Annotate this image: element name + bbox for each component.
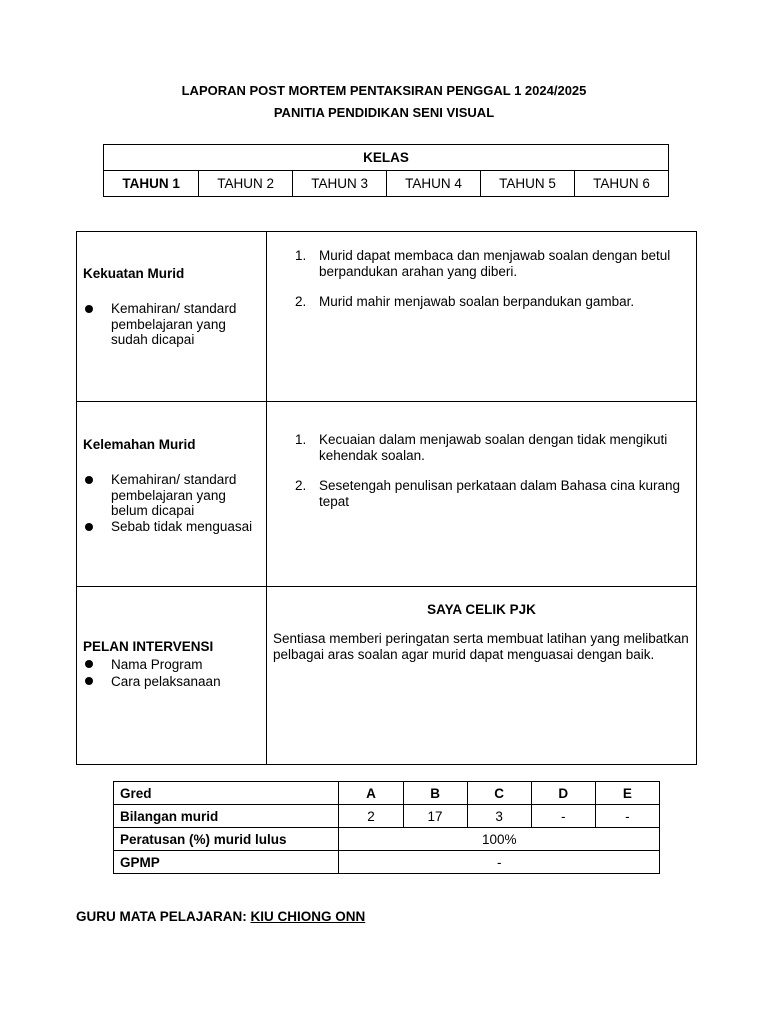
year-cell-6: TAHUN 6 bbox=[574, 171, 668, 197]
pelan-label: PELAN INTERVENSI bbox=[83, 639, 214, 654]
list-item-text: Sesetengah penulisan perkataan dalam Bahasa cina kurang tepat bbox=[319, 478, 681, 509]
grade-b: B bbox=[403, 782, 467, 805]
teacher-line bbox=[76, 909, 365, 924]
teacher-name: KIU CHIONG ONN bbox=[250, 909, 366, 924]
list-item-text: Kecuaian dalam menjawab soalan dengan tidak mengikuti kehendak soalan. bbox=[319, 432, 668, 463]
count-row bbox=[114, 805, 660, 828]
year-cell-1: TAHUN 1 bbox=[104, 171, 199, 197]
kekuatan-label-cell bbox=[77, 232, 267, 402]
year-cell-3: TAHUN 3 bbox=[293, 171, 387, 197]
count-e: - bbox=[595, 805, 659, 828]
kekuatan-label: Kekuatan Murid bbox=[83, 266, 185, 281]
program-description: Sentiasa memberi peringatan serta membuat latihan yang melibatkan pelbagai aras soalan agar murid dapat menguasai dengan baik. bbox=[273, 631, 689, 662]
teacher-label: GURU MATA PELAJARAN bbox=[76, 909, 243, 924]
kelemahan-bullets bbox=[83, 472, 260, 534]
list-item: 2. Sesetengah penulisan perkataan dalam Bahasa cina kurang tepat bbox=[295, 478, 681, 509]
kelemahan-content-cell bbox=[267, 402, 697, 587]
kekuatan-content-cell bbox=[267, 232, 697, 402]
row-label-gred: Gred bbox=[114, 782, 339, 805]
kekuatan-bullets bbox=[83, 301, 260, 348]
kekuatan-list bbox=[273, 248, 690, 310]
list-item: 1. Murid dapat membaca dan menjawab soalan dengan betul berpandukan arahan yang diberi. bbox=[295, 248, 671, 279]
row-label-peratusan: Peratusan (%) murid lulus bbox=[114, 828, 339, 851]
pelan-content-cell bbox=[267, 587, 697, 765]
count-b: 17 bbox=[403, 805, 467, 828]
bullet-item: Sebab tidak menguasai bbox=[83, 519, 260, 535]
row-label-gpmp: GPMP bbox=[114, 851, 339, 874]
bullet-item: Cara pelaksanaan bbox=[83, 673, 260, 690]
list-item-text: Murid mahir menjawab soalan berpandukan gambar. bbox=[319, 294, 635, 309]
count-c: 3 bbox=[467, 805, 531, 828]
list-item: 1. Kecuaian dalam menjawab soalan dengan tidak mengikuti kehendak soalan. bbox=[295, 432, 668, 463]
grade-a: A bbox=[339, 782, 403, 805]
kelemahan-list bbox=[273, 432, 690, 509]
year-cell-2: TAHUN 2 bbox=[199, 171, 293, 197]
bullet-item: Kemahiran/ standard pembelajaran yang belum dicapai bbox=[83, 472, 260, 519]
report-subtitle: PANITIA PENDIDIKAN SENI VISUAL bbox=[273, 105, 495, 120]
kelemahan-label-cell bbox=[77, 402, 267, 587]
count-a: 2 bbox=[339, 805, 403, 828]
kelemahan-label: Kelemahan Murid bbox=[83, 437, 196, 452]
kelas-header: KELAS bbox=[104, 145, 669, 171]
teacher-separator: : bbox=[242, 909, 251, 924]
percent-row bbox=[114, 828, 660, 851]
gpmp-row bbox=[114, 851, 660, 874]
gpmp-value: - bbox=[339, 851, 660, 874]
analysis-table bbox=[76, 231, 697, 765]
row-label-bilangan: Bilangan murid bbox=[114, 805, 339, 828]
list-item-text: Murid dapat membaca dan menjawab soalan dengan betul berpandukan arahan yang diberi. bbox=[319, 248, 671, 279]
grade-e: E bbox=[595, 782, 659, 805]
program-title: SAYA CELIK PJK bbox=[427, 602, 536, 617]
year-cell-5: TAHUN 5 bbox=[481, 171, 575, 197]
pelan-row bbox=[77, 587, 697, 765]
kelas-table bbox=[103, 144, 669, 197]
count-d: - bbox=[531, 805, 595, 828]
pelan-label-cell bbox=[77, 587, 267, 765]
grade-table bbox=[113, 781, 660, 874]
list-item: 2. Murid mahir menjawab soalan berpandukan gambar. bbox=[295, 294, 635, 309]
year-cell-4: TAHUN 4 bbox=[387, 171, 481, 197]
report-title: LAPORAN POST MORTEM PENTAKSIRAN PENGGAL 1 2024/2025 bbox=[181, 83, 587, 98]
grade-header-row bbox=[114, 782, 660, 805]
grade-c: C bbox=[467, 782, 531, 805]
pelan-bullets bbox=[83, 656, 260, 690]
grade-d: D bbox=[531, 782, 595, 805]
bullet-item: Nama Program bbox=[83, 656, 260, 673]
kelemahan-row bbox=[77, 402, 697, 587]
percent-pass-value: 100% bbox=[339, 828, 660, 851]
kekuatan-row bbox=[77, 232, 697, 402]
bullet-item: Kemahiran/ standard pembelajaran yang sudah dicapai bbox=[83, 301, 260, 348]
